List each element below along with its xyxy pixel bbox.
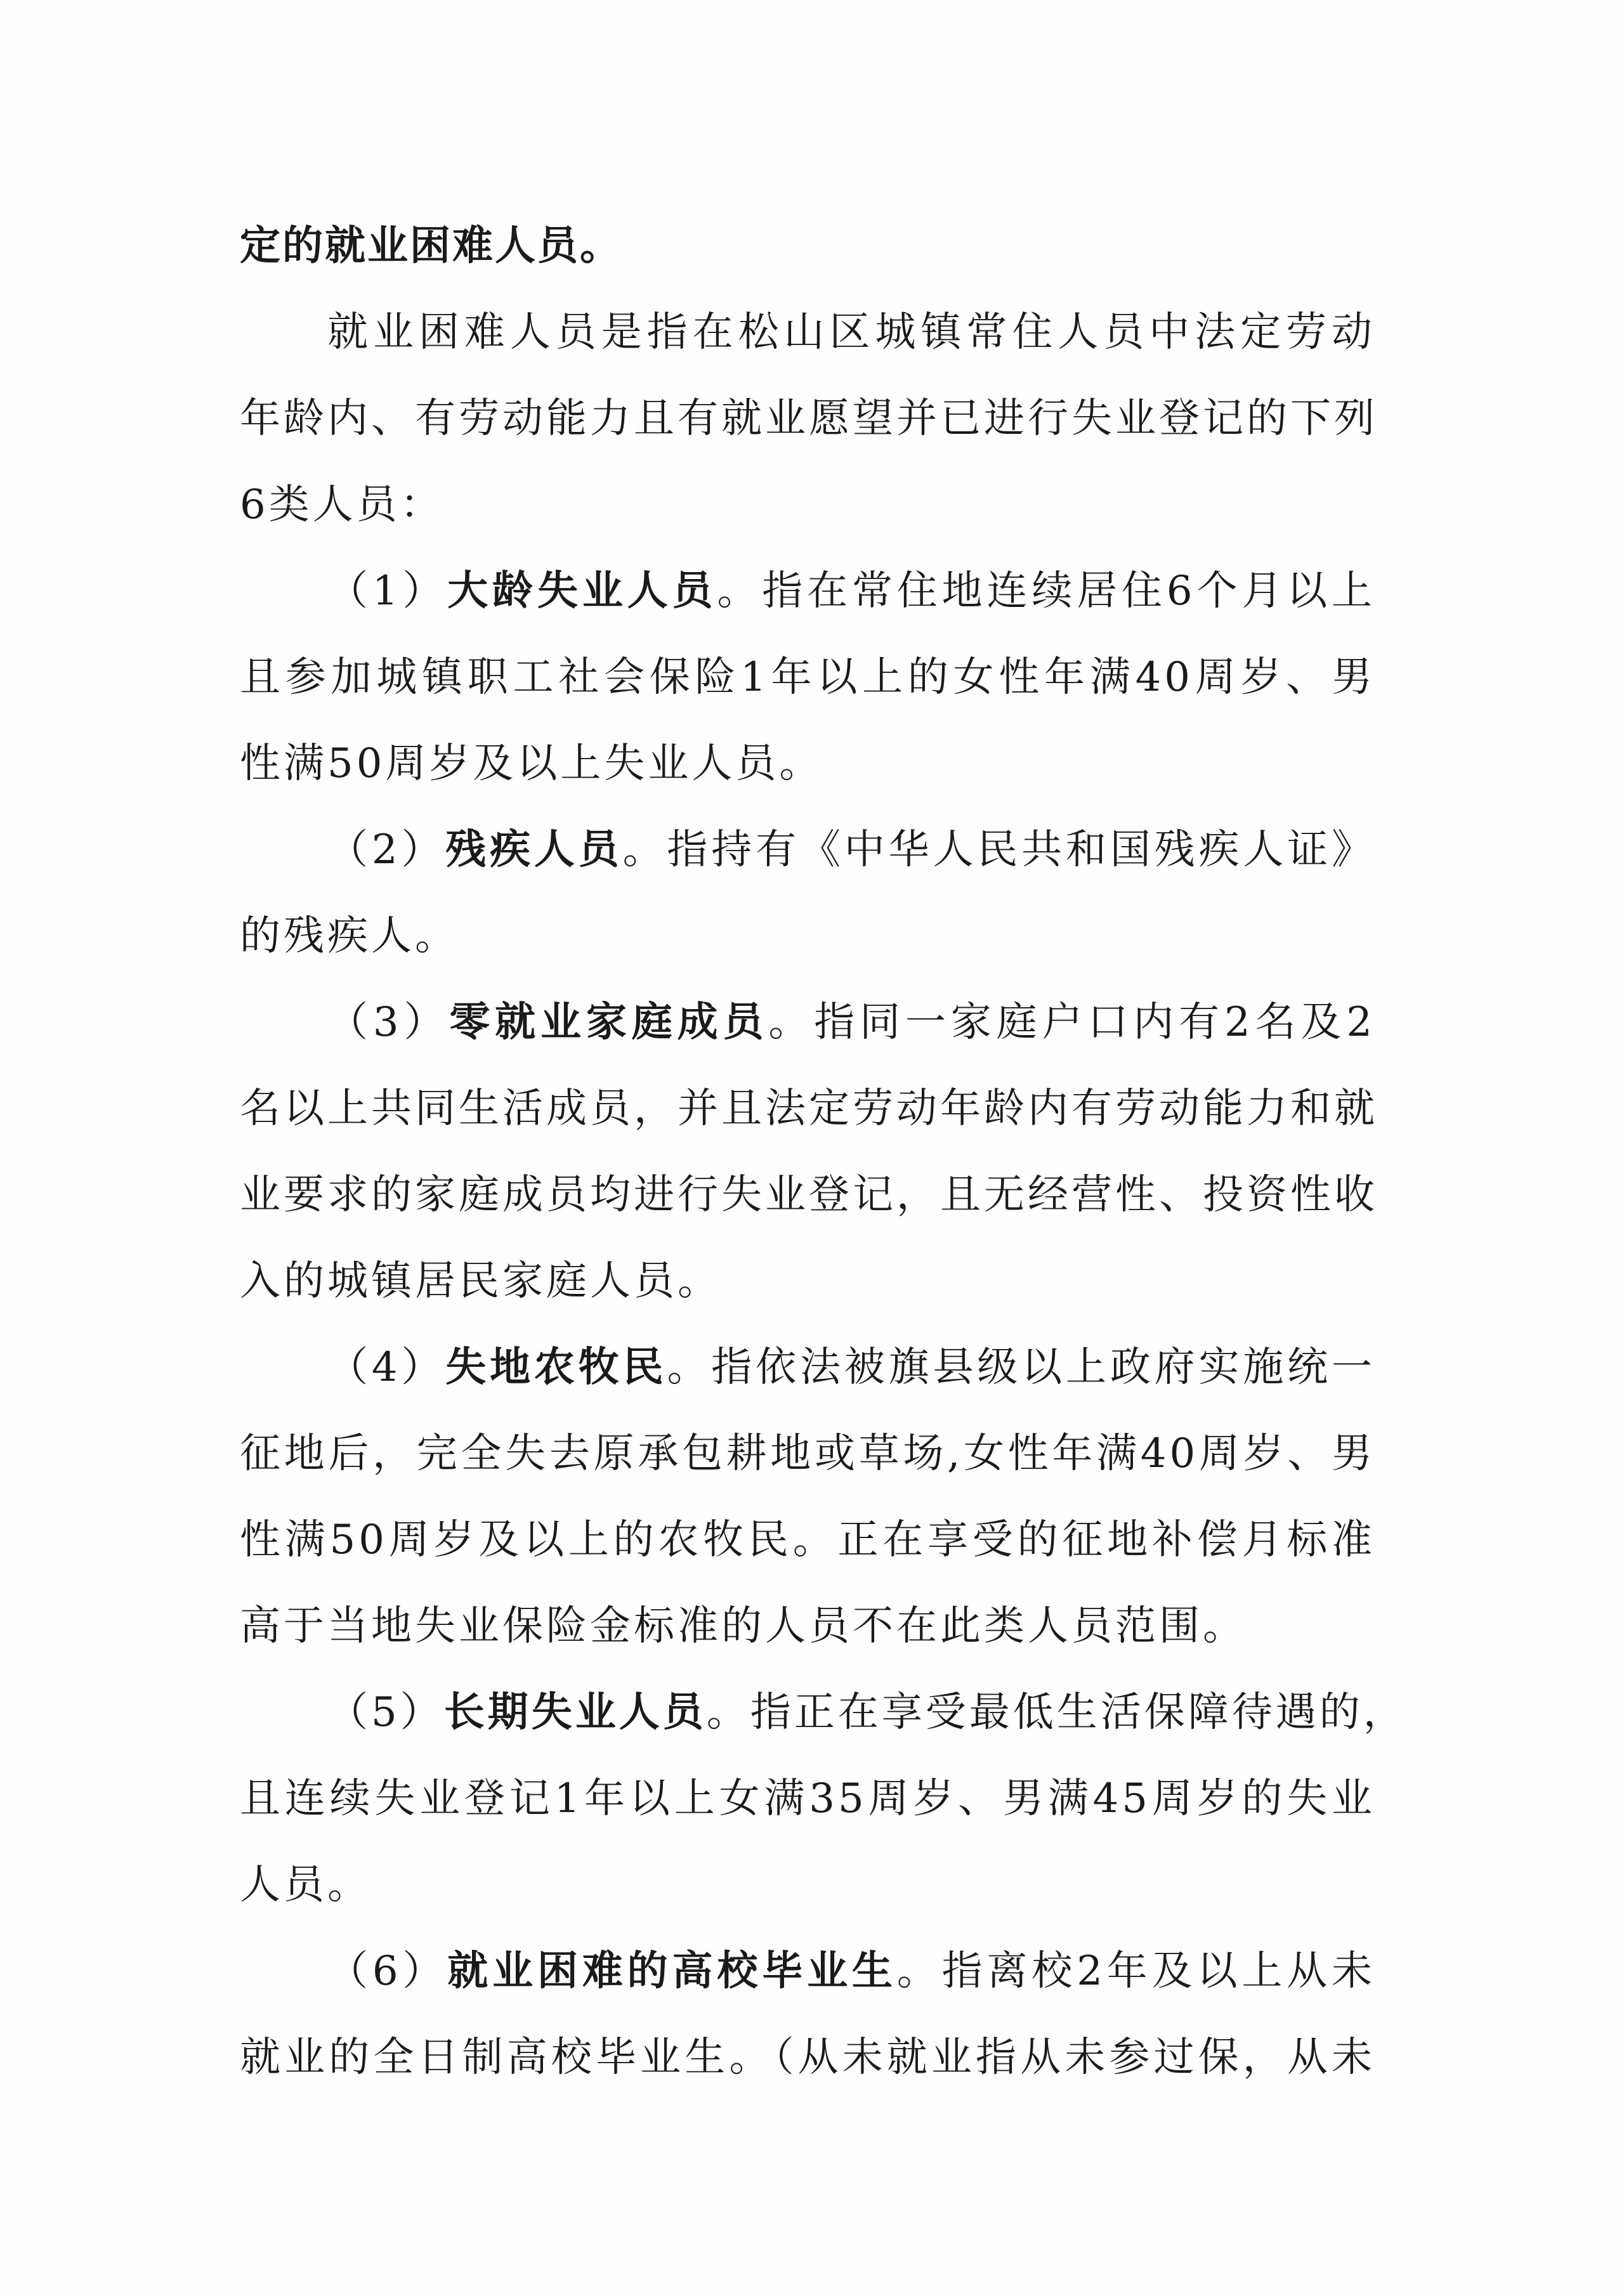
item-number: （1） xyxy=(327,568,448,615)
item-1-first-line xyxy=(240,548,1375,634)
item-2-line: 的残疾人。 xyxy=(240,913,459,960)
item-number: （6） xyxy=(327,1948,448,1995)
item-definition: 。指离校2年及以上从未 xyxy=(896,1948,1376,1995)
item-number: （3） xyxy=(327,999,450,1046)
item-term: 残疾人员 xyxy=(445,826,623,873)
item-1-line: 且参加城镇职工社会保险1年以上的女性年满40周岁、男 xyxy=(240,654,1375,701)
item-4-line: 征地后，完全失去原承包耕地或草场,女性年满40周岁、男 xyxy=(240,1430,1375,1477)
item-1-line: 性满50周岁及以上失业人员。 xyxy=(240,740,823,787)
item-3-first-line xyxy=(240,979,1375,1066)
body-text xyxy=(240,203,1407,2101)
item-term: 长期失业人员 xyxy=(443,1689,707,1736)
item-6-line: 就业的全日制高校毕业生。（从未就业指从未参过保，从未 xyxy=(240,2034,1375,2081)
item-5-line: 人员。 xyxy=(240,1862,371,1908)
item-definition: 。指持有《中华人民共和国残疾人证》 xyxy=(622,826,1376,873)
item-2-first-line xyxy=(240,807,1375,893)
item-definition: 。指依法被旗县级以上政府实施统一 xyxy=(667,1344,1376,1391)
item-3-line: 名以上共同生活成员，并且法定劳动年龄内有劳动能力和就 xyxy=(240,1085,1378,1132)
item-number: （5） xyxy=(327,1689,444,1736)
item-4-first-line xyxy=(240,1324,1375,1411)
item-3-line: 业要求的家庭成员均进行失业登记，且无经营性、投资性收 xyxy=(240,1171,1378,1218)
item-term: 零就业家庭成员 xyxy=(449,999,769,1046)
item-5-line: 且连续失业登记1年以上女满35周岁、男满45周岁的失业 xyxy=(240,1775,1375,1822)
item-5-first-line xyxy=(240,1669,1407,1756)
item-4-line: 高于当地失业保险金标准的人员不在此类人员范围。 xyxy=(240,1603,1247,1650)
item-4-line: 性满50周岁及以上的农牧民。正在享受的征地补偿月标准 xyxy=(240,1517,1375,1563)
paragraph-intro-line: 6类人员： xyxy=(240,481,444,528)
item-3-line: 入的城镇居民家庭人员。 xyxy=(240,1258,721,1305)
item-definition: 。指正在享受最低生活保障待遇的， xyxy=(706,1689,1407,1736)
item-6-first-line xyxy=(240,1928,1375,2014)
paragraph-intro-line: 就业困难人员是指在松山区城镇常住人员中法定劳动 xyxy=(327,309,1375,356)
item-term: 就业困难的高校毕业生 xyxy=(447,1948,897,1995)
item-definition: 。指在常住地连续居住6个月以上 xyxy=(717,568,1376,615)
item-number: （4） xyxy=(327,1344,446,1391)
paragraph-intro-line: 年龄内、有劳动能力且有就业愿望并已进行失业登记的下列 xyxy=(240,395,1378,442)
item-term: 大龄失业人员 xyxy=(447,568,717,615)
section-heading-continuation: 定的就业困难人员。 xyxy=(240,223,622,270)
item-term: 失地农牧民 xyxy=(445,1344,667,1391)
item-definition: 。指同一家庭户口内有2名及2 xyxy=(768,999,1376,1046)
item-number: （2） xyxy=(327,826,446,873)
